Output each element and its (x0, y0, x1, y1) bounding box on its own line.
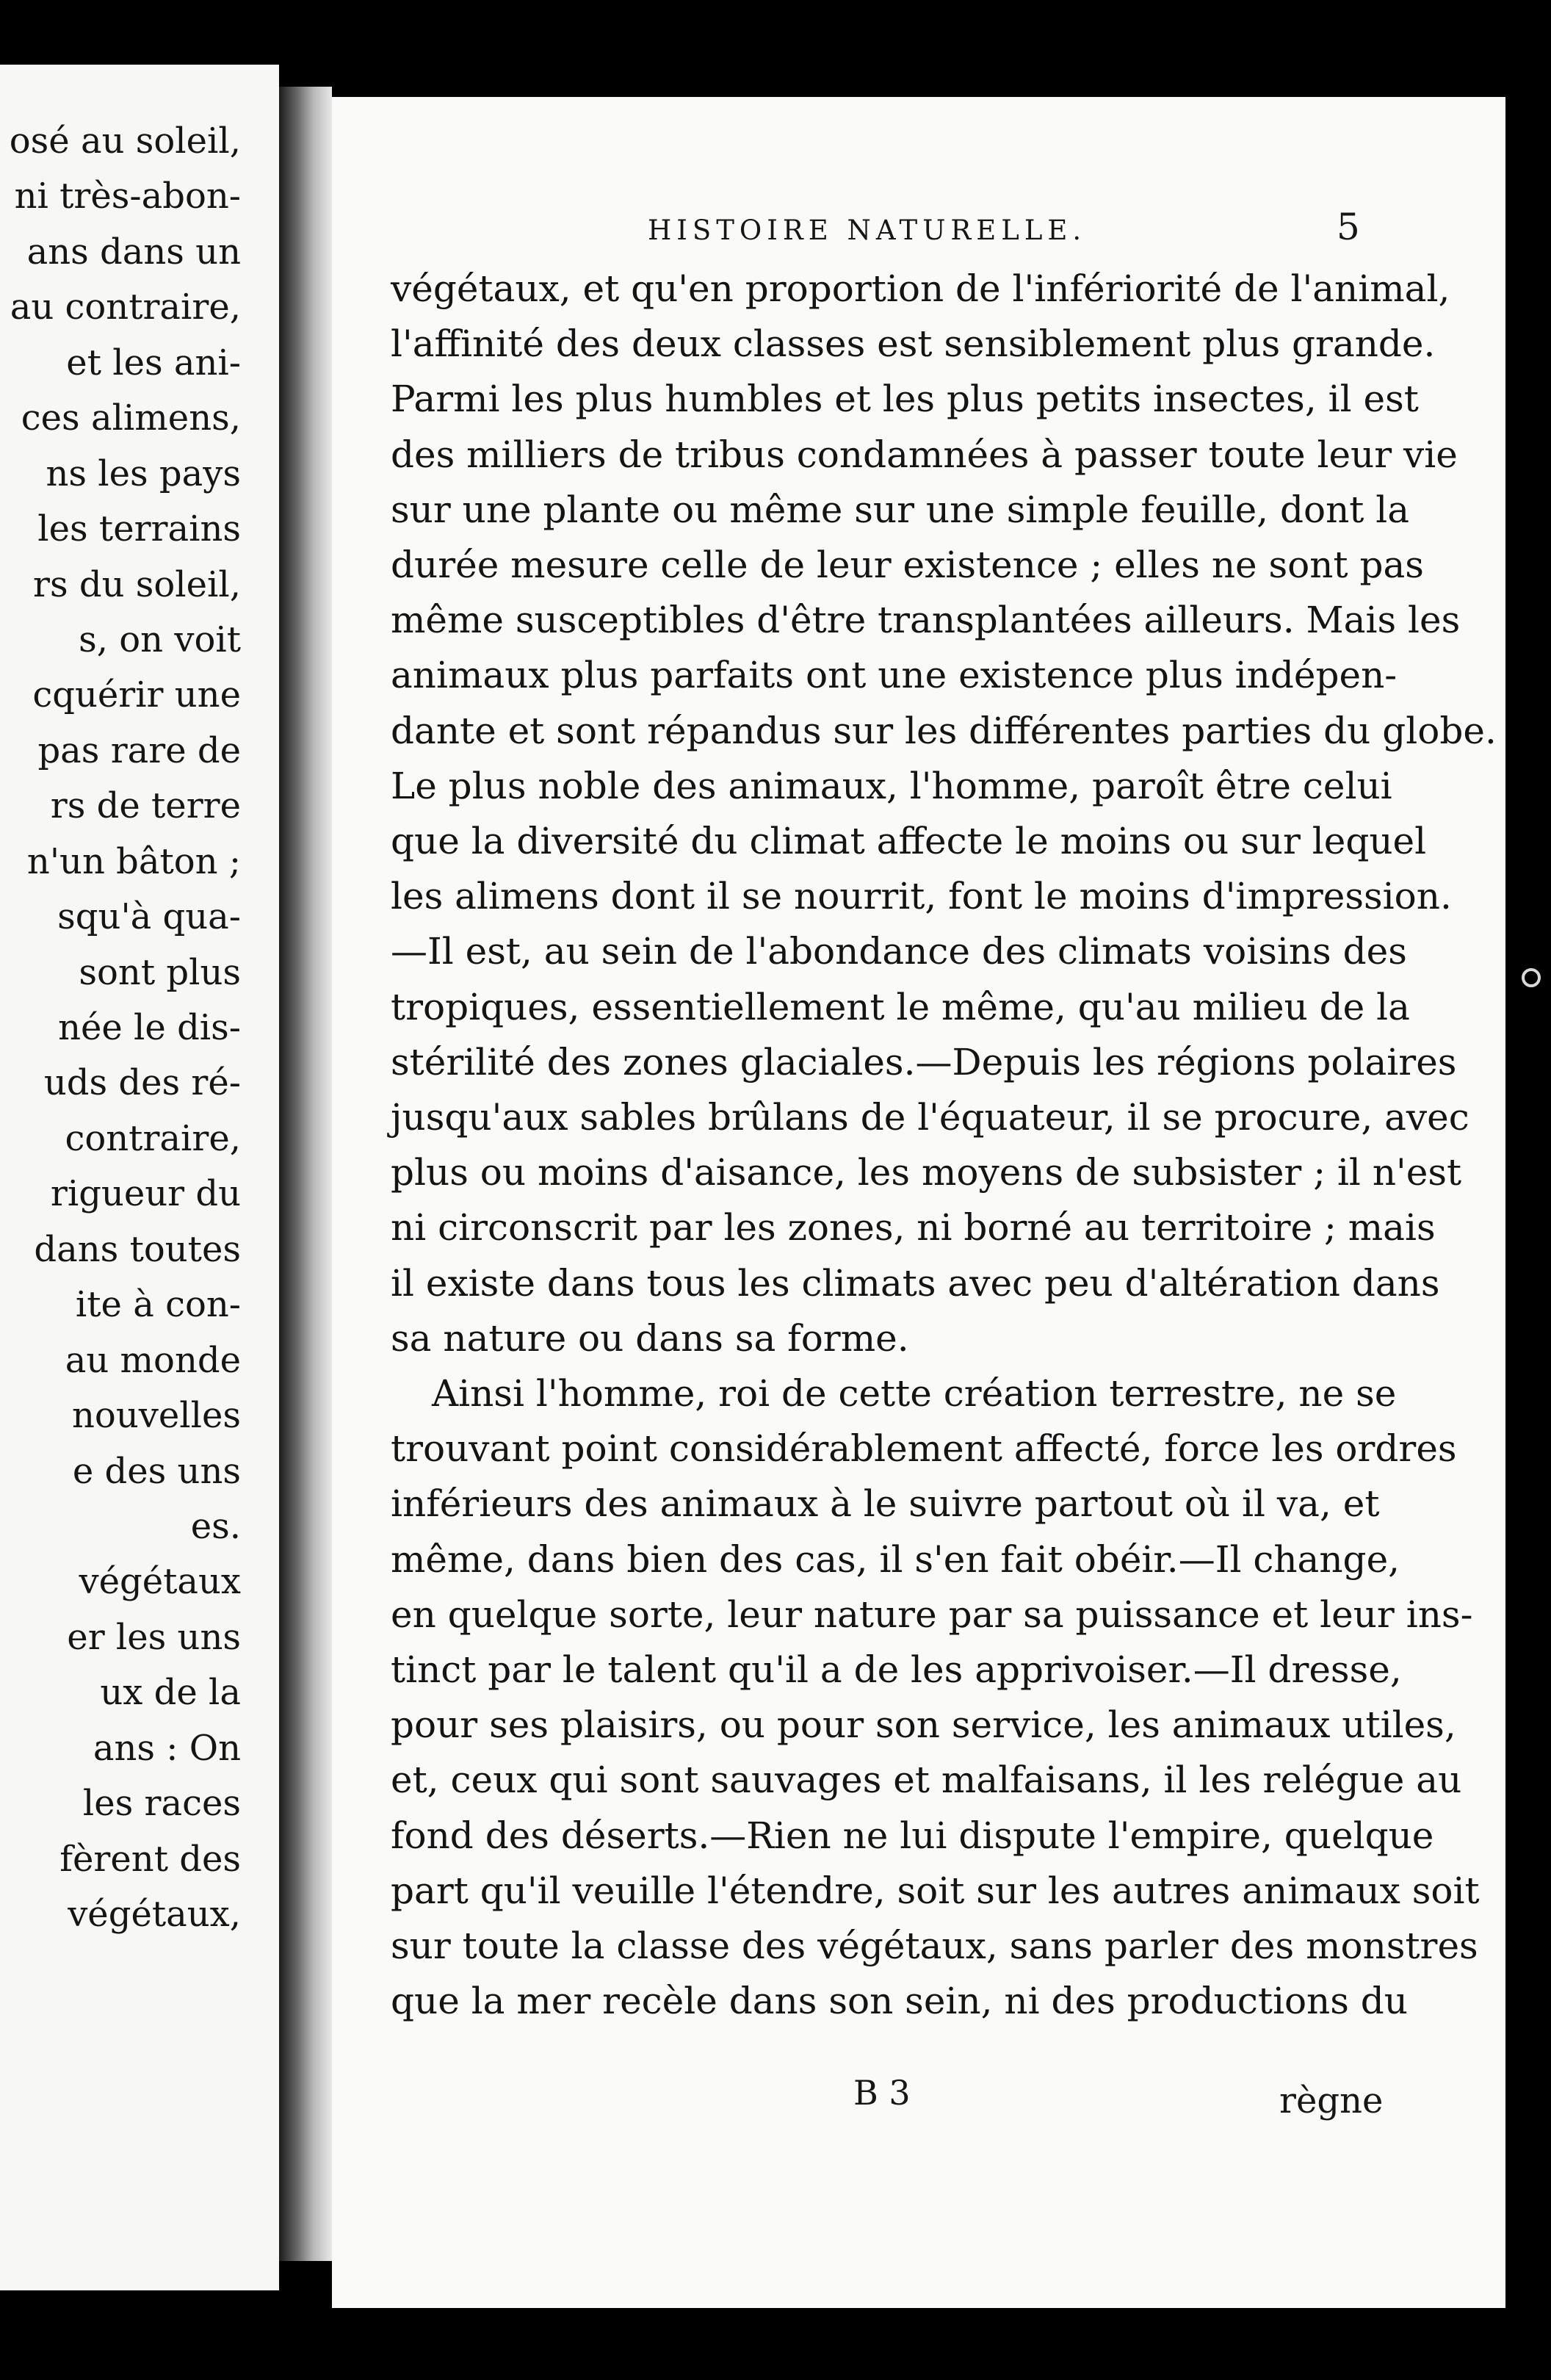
body-text-line: des milliers de tribus condamnées à passer toute leur vie (391, 433, 1458, 476)
body-text-line: que la mer recèle dans son sein, ni des productions du (391, 1980, 1409, 2023)
body-text-line: jusqu'aux sables brûlans de l'équateur, il se procure, avec (391, 1096, 1469, 1139)
left-page-line: n'un bâton ; (26, 840, 241, 882)
left-page-line: osé au soleil, (9, 120, 241, 162)
left-page-line: rs du soleil, (33, 563, 241, 605)
body-text-line: sur une plante ou même sur une simple feuille, dont la (391, 488, 1410, 531)
body-text-line: fond des déserts.—Rien ne lui dispute l'empire, quelque (391, 1814, 1434, 1857)
body-text-line: plus ou moins d'aisance, les moyens de subsister ; il n'est (391, 1151, 1462, 1194)
signature-mark: B 3 (853, 2073, 911, 2113)
body-text-line: même, dans bien des cas, il s'en fait obéir.—Il change, (391, 1537, 1400, 1581)
body-text-line: végétaux, et qu'en proportion de l'infériorité de l'animal, (391, 267, 1450, 310)
scan-mark (1522, 968, 1541, 987)
body-text-line: même susceptibles d'être transplantées ailleurs. Mais les (391, 599, 1461, 642)
left-page-line: nouvelles (72, 1395, 241, 1437)
body-text-line: l'affinité des deux classes est sensiblement plus grande. (391, 322, 1436, 366)
left-page-line: et les ani- (66, 342, 241, 383)
page-number: 5 (1337, 206, 1360, 248)
body-text-line: il existe dans tous les climats avec peu d'altération dans (391, 1261, 1440, 1305)
left-page-line: contraire, (65, 1117, 241, 1159)
left-page-line: au monde (65, 1339, 241, 1381)
body-text-line: inférieurs des animaux à le suivre partout où il va, et (391, 1482, 1380, 1526)
left-page-line: ite à con- (75, 1284, 241, 1326)
left-page-line: sont plus (79, 951, 241, 993)
body-text-line: stérilité des zones glaciales.—Depuis les régions polaires (391, 1040, 1457, 1083)
left-page-line: végétaux (79, 1561, 241, 1603)
body-text-line: les alimens dont il se nourrit, font le moins d'impression. (391, 875, 1452, 918)
right-page (332, 97, 1505, 2308)
left-page-line: ns les pays (46, 452, 241, 494)
left-page-line: rigueur du (50, 1173, 241, 1215)
left-page-line: dans toutes (34, 1228, 241, 1270)
body-text-line: Ainsi l'homme, roi de cette création terrestre, ne se (432, 1372, 1397, 1415)
left-page-line: s, on voit (79, 619, 241, 660)
left-page-line: ni très-abon- (14, 176, 241, 217)
body-text-line: pour ses plaisirs, ou pour son service, les animaux utiles, (391, 1703, 1456, 1747)
body-text-line: Le plus noble des animaux, l'homme, paroît être celui (391, 764, 1392, 807)
left-page-line: ux de la (100, 1672, 241, 1714)
catchword: règne (1279, 2080, 1384, 2121)
left-page-line: ans : On (93, 1727, 241, 1769)
body-text-line: et, ceux qui sont sauvages et malfaisans, il les relégue au (391, 1759, 1462, 1802)
body-text-line: animaux plus parfaits ont une existence plus indépen- (391, 654, 1398, 697)
left-page-line: végétaux, (68, 1894, 241, 1936)
body-text-line: Parmi les plus humbles et les plus petits insectes, il est (391, 378, 1419, 421)
left-page-line: au contraire, (10, 286, 241, 328)
body-text-line: ni circonscrit par les zones, ni borné au territoire ; mais (391, 1206, 1436, 1250)
body-text-line: tropiques, essentiellement le même, qu'au milieu de la (391, 985, 1410, 1028)
body-text-line: tinct par le talent qu'il a de les apprivoiser.—Il dresse, (391, 1648, 1402, 1691)
left-page-line: fèrent des (59, 1838, 241, 1880)
body-text-line: sur toute la classe des végétaux, sans parler des monstres (391, 1925, 1478, 1967)
left-page-line: er les uns (67, 1616, 241, 1658)
left-page-line: e des uns (72, 1450, 241, 1492)
body-text-line: que la diversité du climat affecte le moins ou sur lequel (391, 820, 1427, 862)
left-page-line: uds des ré- (43, 1062, 241, 1104)
left-page-line: rs de terre (50, 785, 241, 827)
body-text-line: —Il est, au sein de l'abondance des climats voisins des (391, 930, 1407, 973)
left-page-line: ans dans un (26, 231, 241, 273)
left-page-line: pas rare de (37, 729, 241, 771)
left-page-line: les terrains (37, 508, 241, 550)
left-page-line: squ'à qua- (57, 896, 241, 938)
body-text-line: trouvant point considérablement affecté, force les ordres (391, 1427, 1457, 1471)
body-text-line: dante et sont répandus sur les différentes parties du globe. (391, 709, 1497, 752)
left-page-line: cquérir une (32, 674, 241, 716)
left-page-line: née le dis- (58, 1007, 241, 1049)
body-text-line: part qu'il veuille l'étendre, soit sur les autres animaux soit (391, 1869, 1480, 1912)
left-page-line: es. (190, 1506, 241, 1547)
left-page (0, 65, 279, 2290)
left-page-line: ces alimens, (21, 397, 241, 439)
body-text-line: durée mesure celle de leur existence ; elles ne sont pas (391, 544, 1424, 586)
running-head: HISTOIRE NATURELLE. (648, 214, 1087, 246)
book-gutter (279, 87, 332, 2261)
body-text-line: sa nature ou dans sa forme. (391, 1316, 909, 1360)
left-page-line: les races (82, 1783, 241, 1825)
body-text-line: en quelque sorte, leur nature par sa puissance et leur ins- (391, 1593, 1473, 1636)
